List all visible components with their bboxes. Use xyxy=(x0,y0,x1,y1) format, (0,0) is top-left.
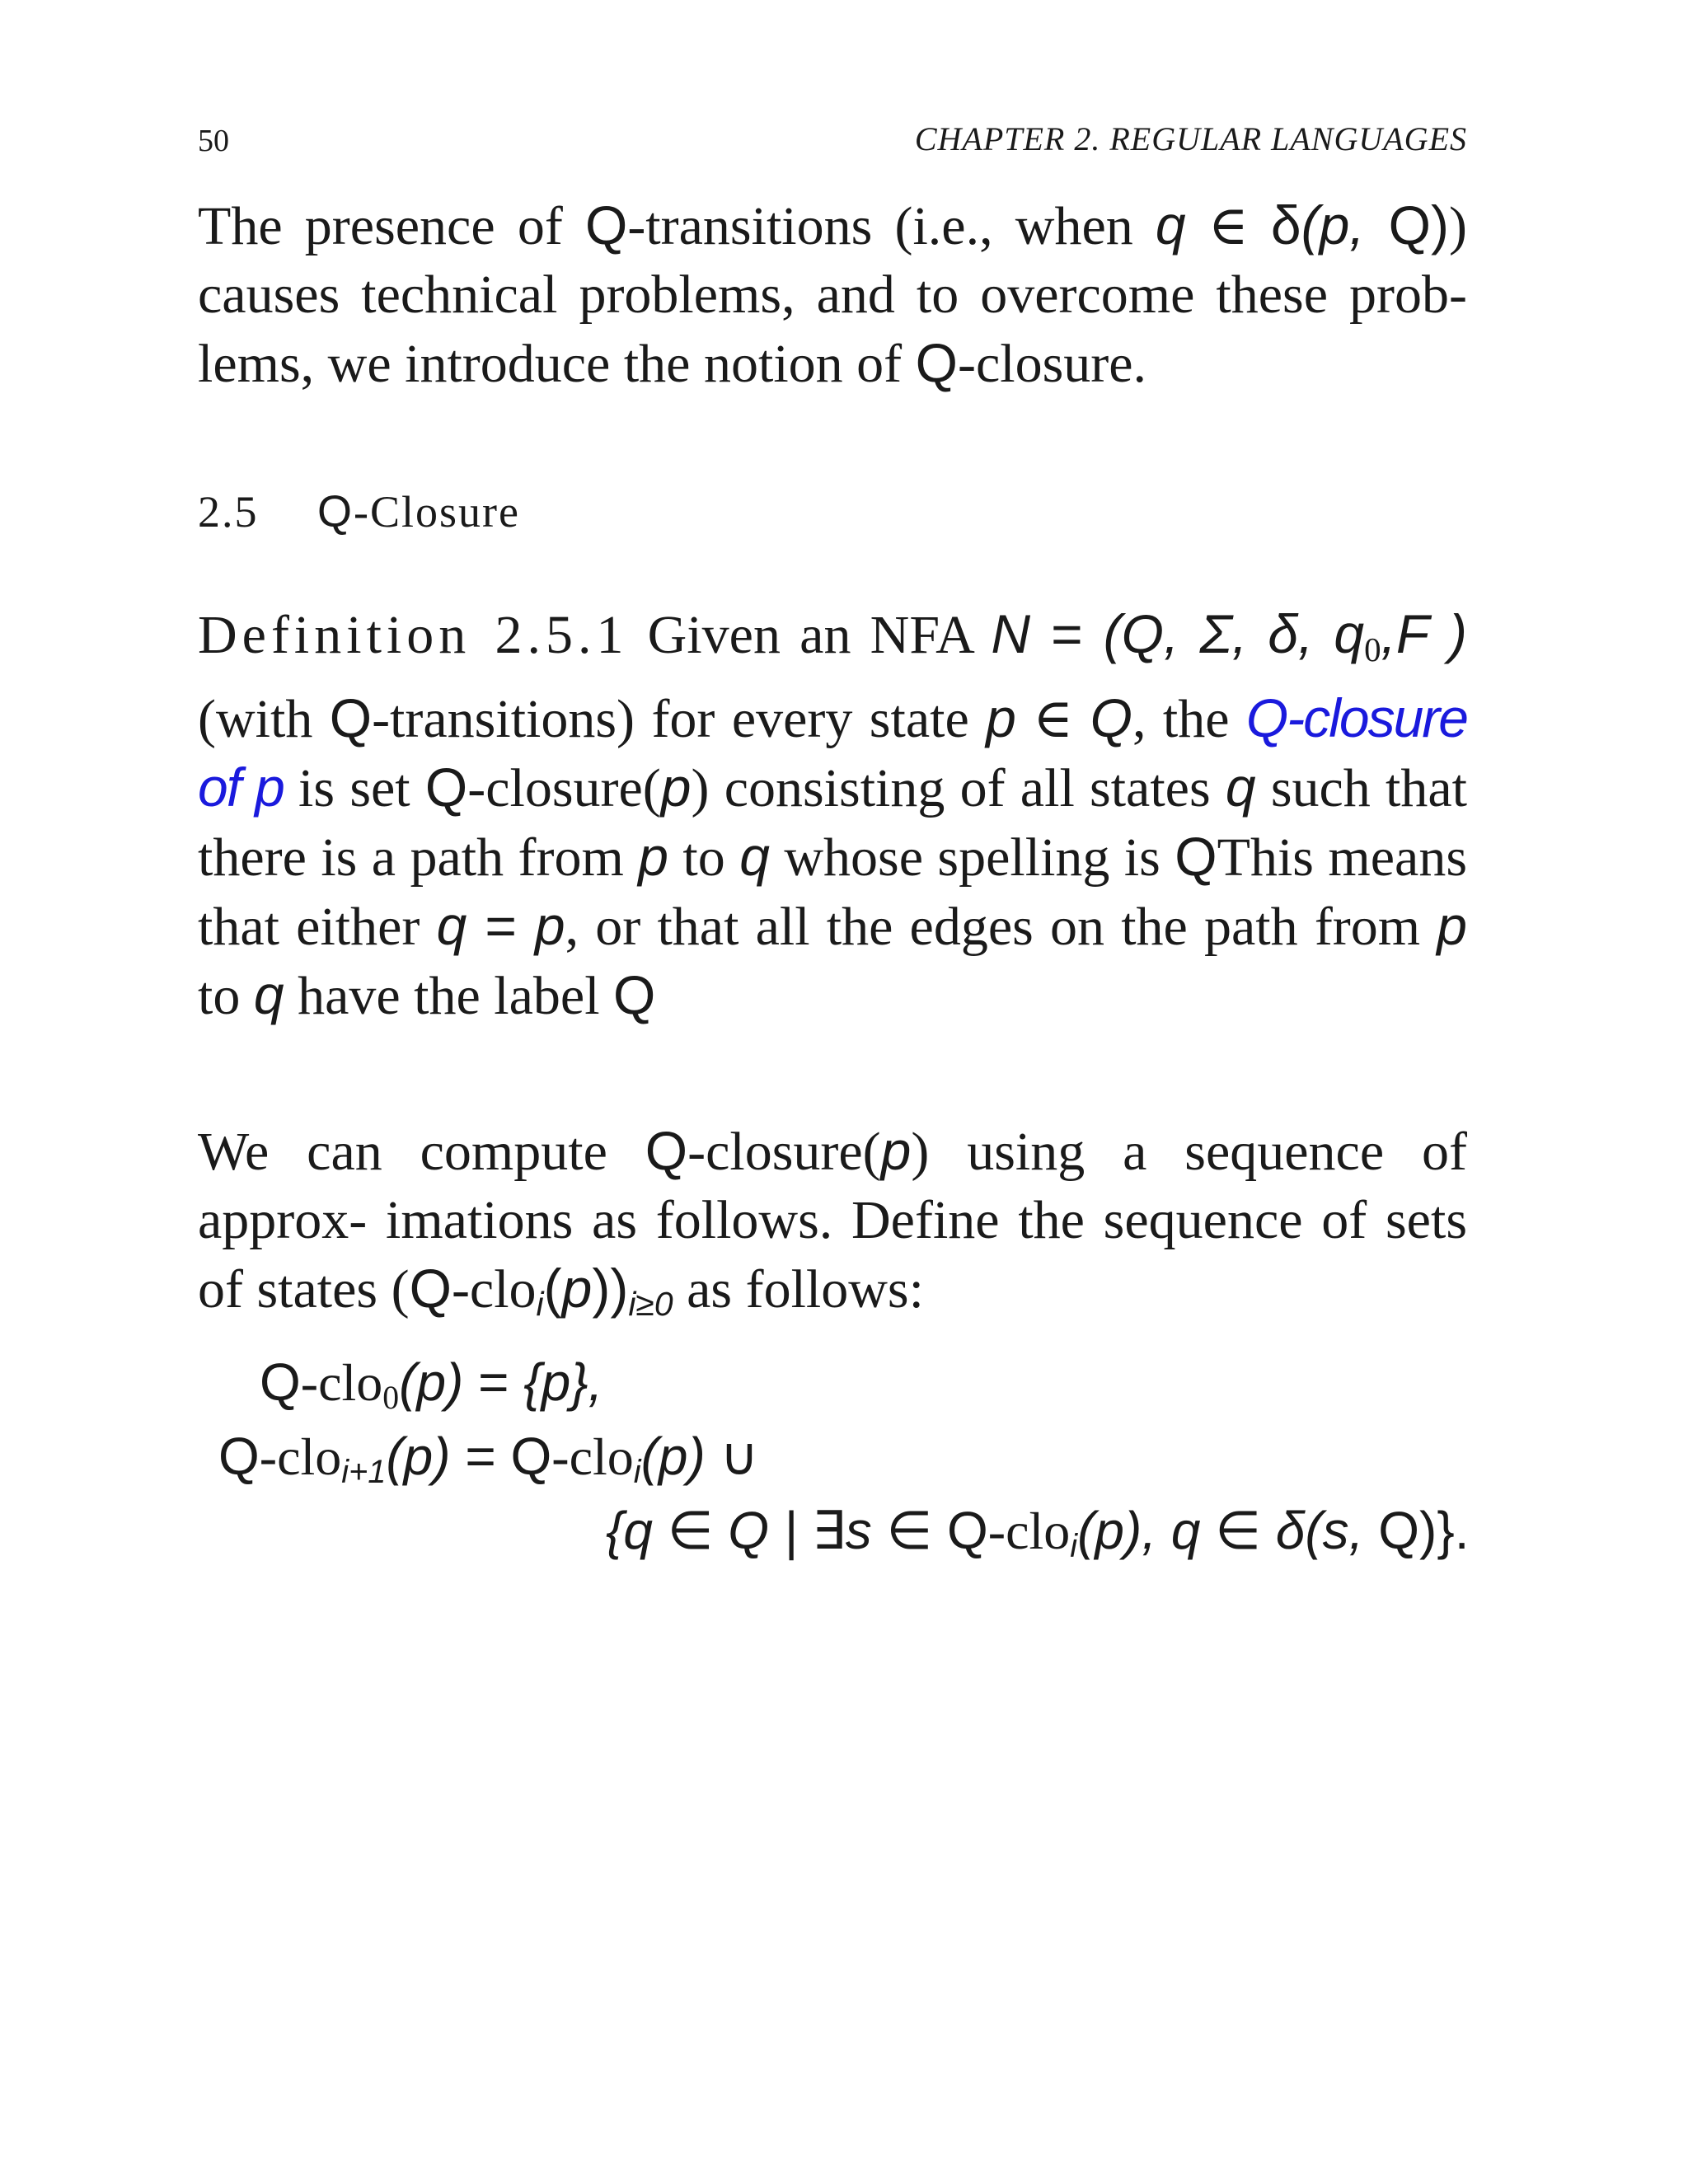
section-heading: 2.5 Q-Closure xyxy=(198,487,520,537)
equation-line-2: Q-clo$_{i+1}$(p) = Q-clo$_i$(p) ∪ xyxy=(218,1427,759,1490)
definition-label: Definition 2.5.1 xyxy=(198,605,629,665)
intro-paragraph: The presence of Q-transitions (i.e., when q ∈ δ(p, Q)) causes technical problems, and to overcome these prob- lems, we introduce the notion of Q-closure. xyxy=(198,194,1467,394)
section-title: -Closure xyxy=(354,487,520,537)
equation-line-1: Q-clo$_0$(p) = {p}, xyxy=(260,1352,603,1416)
equation-line-3: {q ∈ Q | ∃s ∈ Q-clo$_i$(p), q ∈ δ(s, Q)}. xyxy=(606,1501,1470,1564)
closure-term-link[interactable]: Q-closure of p xyxy=(198,687,1467,818)
definition-paragraph: Definition 2.5.1 Given an NFA N = (Q, Σ, δ, $q_0,F$ ) (with Q-transitions) for every state p ∈ Q, the Q-closure of p is set Q-closure(p) consisting of all states q such that there is a path from p to q whose spelling is QThis means that either q = p, or that all the edges on the path from p to q have the label Q xyxy=(198,603,1468,1027)
compute-paragraph: We can compute Q-closure(p) using a sequence of approx- imations as follows. Define the sequence of sets of states $(Q-clo_i(p))_{i\ge 0}$ as follows: xyxy=(198,1120,1467,1324)
running-head: CHAPTER 2. REGULAR LANGUAGES xyxy=(914,120,1467,157)
section-number: 2.5 xyxy=(198,487,259,537)
page-number: 50 xyxy=(198,124,229,158)
page-header xyxy=(198,120,1467,169)
